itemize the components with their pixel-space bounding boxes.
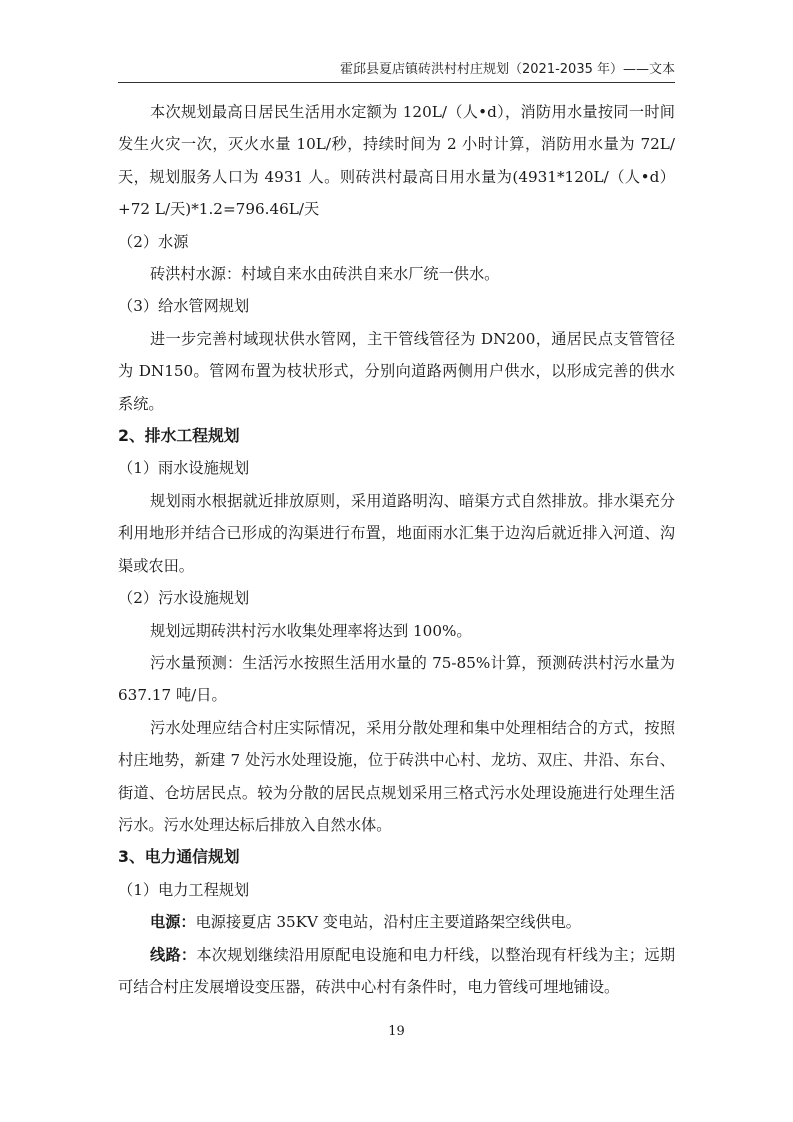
paragraph-water-source: 砖洪村水源：村域自来水由砖洪自来水厂统一供水。	[150, 265, 500, 284]
subheading-water-source: （2）水源	[118, 232, 189, 251]
header-title: 霍邱县夏店镇砖洪村村庄规划（2021-2035 年）——文本	[340, 62, 675, 77]
header-rule	[118, 82, 675, 83]
document-body	[118, 96, 675, 1003]
power-source-text: 电源接夏店 35KV 变电站，沿村庄主要道路架空线供电。	[195, 913, 581, 932]
paragraph-rainwater: 规划雨水根据就近排放原则，采用道路明沟、暗渠方式自然排放。排水渠充分利用地形并结合已形成的沟渠进行布置，地面雨水汇集于边沟后就近排入河道、沟渠或农田。	[118, 491, 675, 575]
paragraph-sewage-treatment: 污水处理应结合村庄实际情况，采用分散处理和集中处理相结合的方式，按照村庄地势，新建 7 处污水处理设施，位于砖洪中心村、龙坊、双庄、井沿、东台、街道、仓坊居民点。较为分散的居民点规划采用三格式污水处理设施进行处理生活污水。污水处理达标后排放入自然水体。	[118, 718, 675, 834]
paragraph-power-lines	[118, 939, 675, 1004]
paragraph-sewage-rate: 规划远期砖洪村污水收集处理率将达到 100%。	[150, 621, 472, 640]
page-header	[0, 0, 793, 90]
power-source-label: 电源：	[150, 913, 196, 932]
subheading-sewage: （2）污水设施规划	[118, 589, 250, 608]
paragraph-sewage-forecast: 污水量预测：生活污水按照生活用水量的 75-85%计算，预测砖洪村污水量为 637.17 吨/日。	[118, 653, 675, 705]
page-number: 19	[388, 1024, 405, 1039]
subheading-water-pipe-network: （3）给水管网规划	[118, 297, 250, 316]
power-lines-text: 本次规划继续沿用原配电设施和电力杆线，以整治现有杆线为主；远期可结合村庄发展增设变压器，砖洪中心村有条件时，电力管线可埋地铺设。	[118, 945, 676, 996]
heading-drainage: 2、排水工程规划	[118, 426, 240, 446]
paragraph-water-demand: 本次规划最高日居民生活用水定额为 120L/（人•d），消防用水量按同一时间发生火灾一次，灭火水量 10L/秒，持续时间为 2 小时计算，消防用水量为 72L/天，规划服务人口为 4931 人。则砖洪村最高日用水量为(4931*120L/（人•d）+72 L/天)*1.2=796.46L/天	[118, 103, 675, 219]
paragraph-water-pipe-network: 进一步完善村域现状供水管网，主干管线管径为 DN200，通居民点支管管径为 DN150。管网布置为枝状形式，分别向道路两侧用户供水，以形成完善的供水系统。	[118, 329, 675, 413]
power-lines-label: 线路：	[150, 945, 197, 964]
subheading-power: （1）电力工程规划	[118, 880, 250, 899]
heading-power-telecom: 3、电力通信规划	[118, 847, 240, 867]
paragraph-power-source	[118, 906, 675, 938]
subheading-rainwater: （1）雨水设施规划	[118, 459, 250, 478]
